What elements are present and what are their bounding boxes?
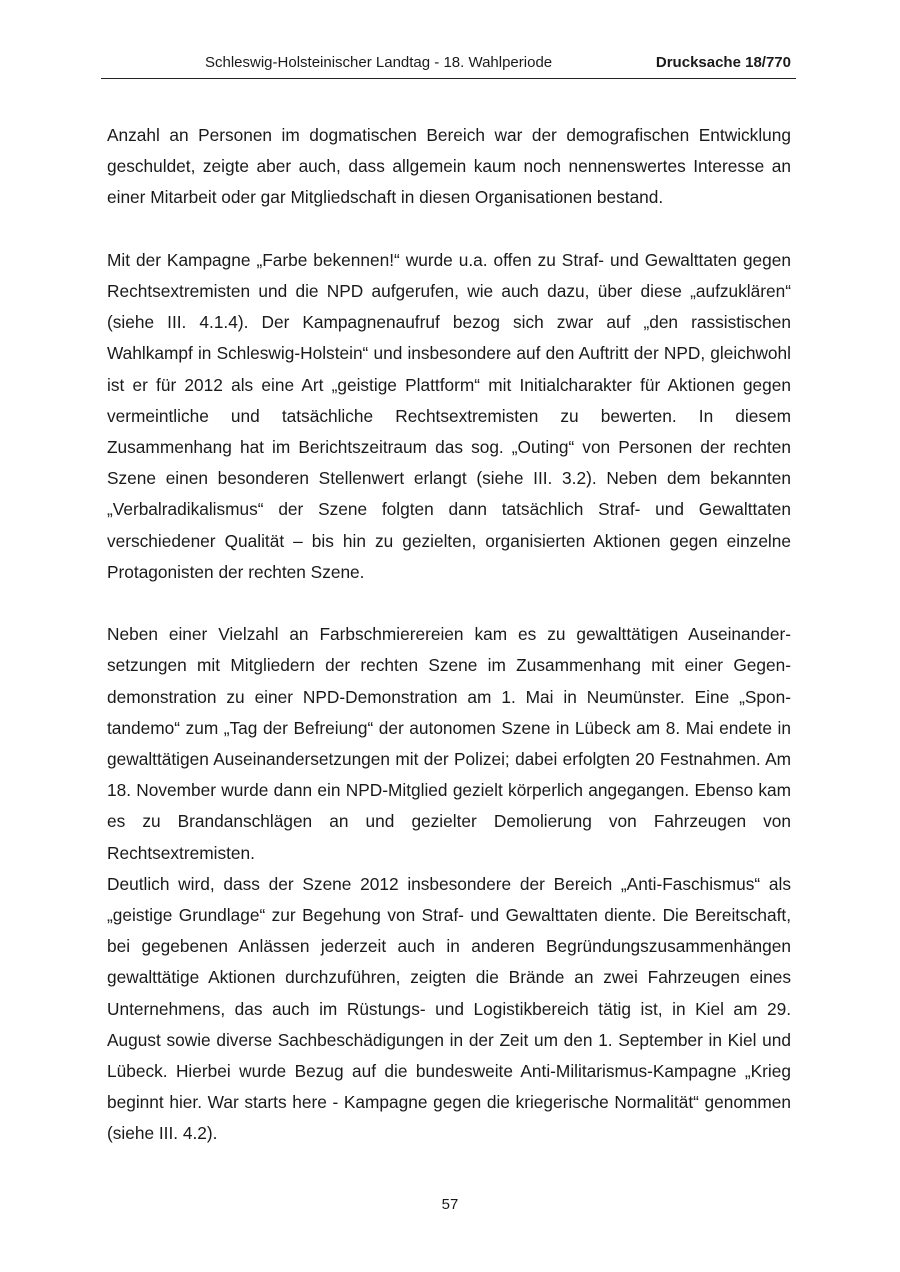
page-header <box>101 52 796 79</box>
document-number: Drucksache 18/770 <box>655 54 791 71</box>
document-body <box>107 120 791 1150</box>
paragraph-3: Neben einer Vielzahl an Farbschmierereien kam es zu gewalttätigen Auseinandersetzungen mit Mitgliedern der rechten Szene im Zusammenhang mit einer Gegendemonstration zu einer NPD-Demonstration am 1. Mai in Neumünster. Eine „Spontandemo“ zum „Tag der Befreiung“ der autonomen Szene in Lübeck am 8. Mai endete in gewalttätigen Auseinandersetzungen mit der Polizei; dabei erfolgten 20 Festnahmen. Am 18. November wurde dann ein NPD-Mitglied gezielt körperlich angegangen. Ebenso kam es zu Brandanschlägen an und gezielter Demolierung von Fahrzeugen von Rechtsextremisten. <box>107 624 791 863</box>
page-number: 57 <box>441 1196 459 1213</box>
header-title: Schleswig-Holsteinischer Landtag - 18. Wahlperiode <box>205 54 553 71</box>
paragraph-4: Deutlich wird, dass der Szene 2012 insbesondere der Bereich „Anti-Faschismus“ als „geistige Grundlage“ zur Begehung von Straf- und Gewalttaten diente. Die Bereitschaft, bei gegebenen Anlässen jederzeit auch in anderen Begründungszusammenhängen gewalttätige Aktionen durchzuführen, zeigten die Brände an zwei Fahrzeugen eines Unternehmens, das auch im Rüstungs- und Logistikbereich tätig ist, in Kiel am 29. August sowie diverse Sachbeschädigungen in der Zeit um den 1. September in Kiel und Lübeck. Hierbei wurde Bezug auf die bundesweite Anti-Militarismus-Kampagne „Krieg beginnt hier. War starts here - Kampagne gegen die kriegerische Normalität“ genommen (siehe III. 4.2). <box>107 873 791 1144</box>
paragraph-1: Anzahl an Personen im dogmatischen Bereich war der demografischen Entwicklung geschuldet, zeigte aber auch, dass allgemein kaum noch nennenswertes Interesse an einer Mitarbeit oder gar Mitgliedschaft in diesen Organisationen bestand. <box>107 125 791 208</box>
paragraph-2: Mit der Kampagne „Farbe bekennen!“ wurde u.a. offen zu Straf- und Gewalttaten gegen Rechtsextremisten und die NPD aufgerufen, wie auch dazu, über diese „aufzuklären“ (siehe III. 4.1.4). Der Kampagnenaufruf bezog sich zwar auf „den rassistischen Wahlkampf in Schleswig-Holstein“ und insbesondere auf den Auftritt der NPD, gleichwohl ist er für 2012 als eine Art „geistige Plattform“ mit Initialcharakter für Aktionen gegen vermeintliche und tatsächliche Rechtsextremisten zu bewerten. In diesem Zusammenhang hat im Berichtszeitraum das sog. „Outing“ von Personen der rechten Szene einen besonderen Stellenwert erlangt (siehe III. 3.2). Neben dem bekannten „Verbalradikalismus“ der Szene folgten dann tatsächlich Straf- und Gewalttaten verschiedener Qualität – bis hin zu gezielten, organisierten Aktionen gegen einzelne Protagonisten der rechten Szene. <box>107 249 791 582</box>
